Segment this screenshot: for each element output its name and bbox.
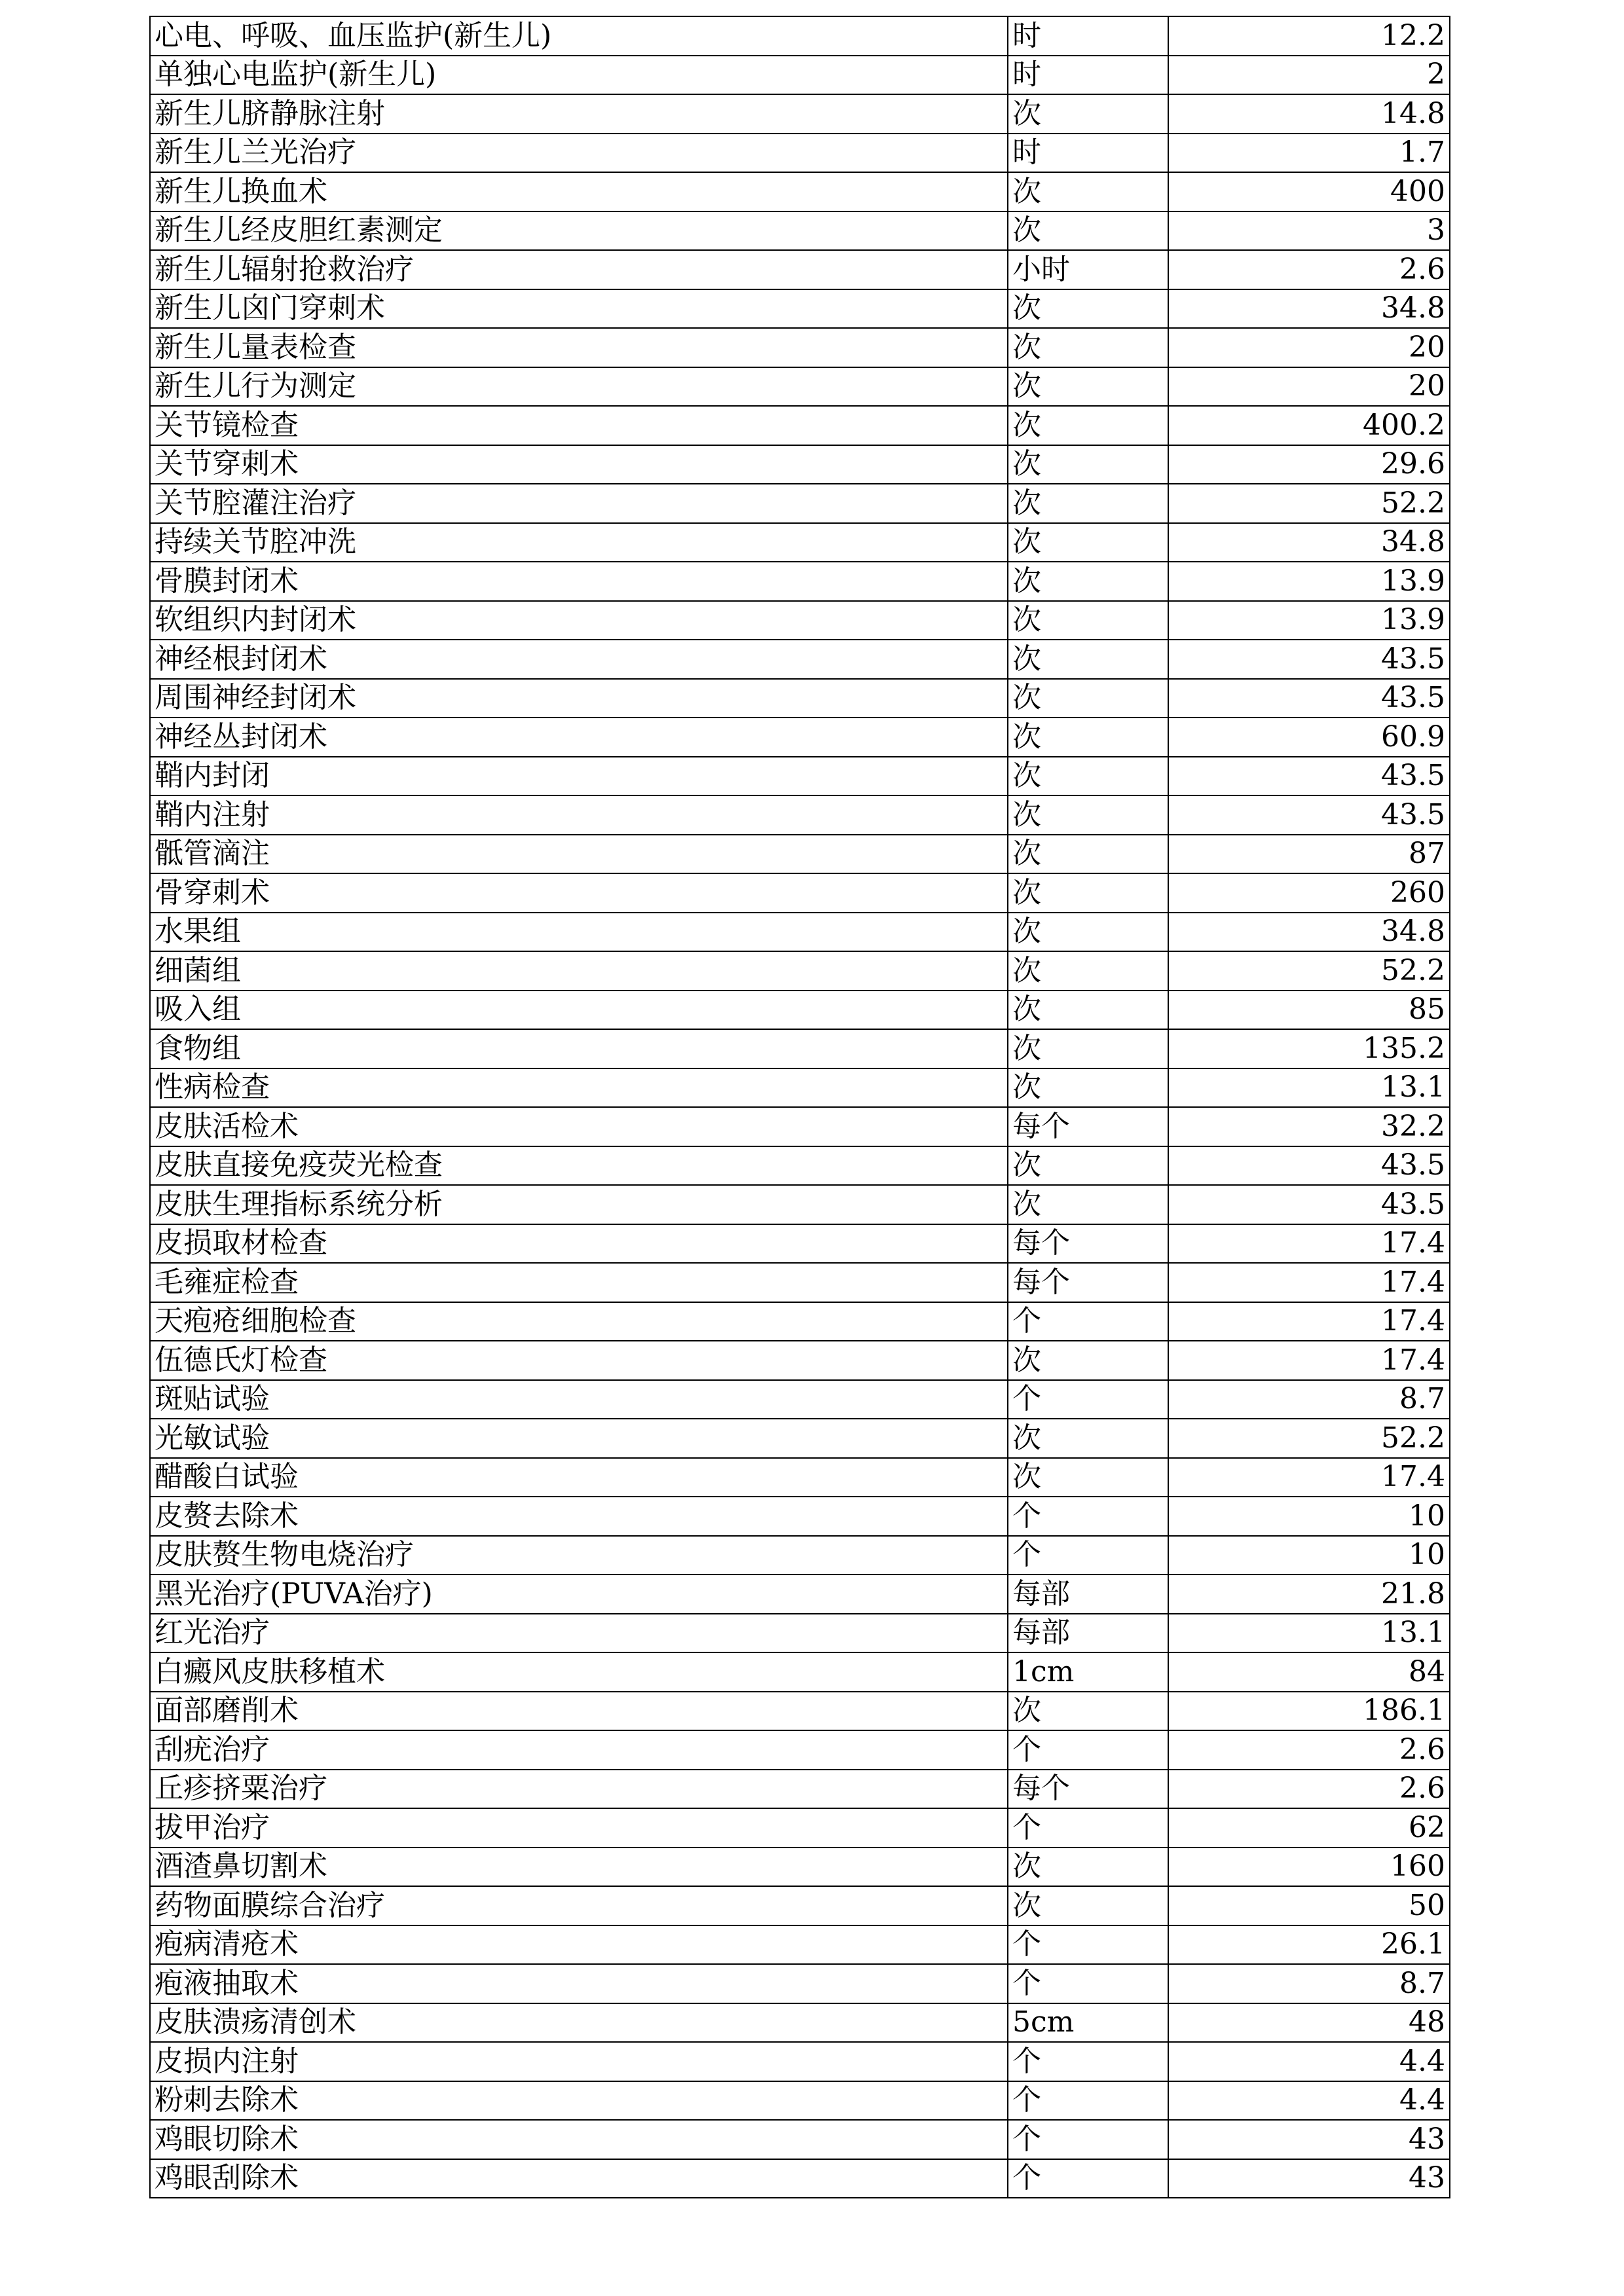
table-row xyxy=(150,1224,1450,1264)
price-cell: 2.6 xyxy=(1168,250,1450,289)
price-cell: 85 xyxy=(1168,991,1450,1030)
unit-cell: 次 xyxy=(1008,1341,1168,1380)
item-name-cell: 关节腔灌注治疗 xyxy=(150,484,1008,523)
table-row xyxy=(150,913,1450,952)
item-name-cell: 骶管滴注 xyxy=(150,835,1008,874)
price-cell: 13.1 xyxy=(1168,1614,1450,1653)
unit-cell: 次 xyxy=(1008,328,1168,367)
table-row xyxy=(150,2159,1450,2198)
unit-cell: 5cm xyxy=(1008,2003,1168,2043)
unit-cell: 次 xyxy=(1008,951,1168,991)
item-name-cell: 关节穿刺术 xyxy=(150,445,1008,484)
item-name-cell: 鞘内注射 xyxy=(150,795,1008,835)
price-table-body xyxy=(150,16,1450,2198)
price-cell: 13.9 xyxy=(1168,562,1450,601)
table-row xyxy=(150,406,1450,445)
item-name-cell: 白癜风皮肤移植术 xyxy=(150,1652,1008,1692)
unit-cell: 次 xyxy=(1008,1419,1168,1458)
price-cell: 50 xyxy=(1168,1886,1450,1925)
item-name-cell: 水果组 xyxy=(150,913,1008,952)
item-name-cell: 新生儿囟门穿刺术 xyxy=(150,289,1008,329)
item-name-cell: 皮赘去除术 xyxy=(150,1497,1008,1536)
price-cell: 62 xyxy=(1168,1808,1450,1848)
item-name-cell: 药物面膜综合治疗 xyxy=(150,1886,1008,1925)
price-cell: 4.4 xyxy=(1168,2081,1450,2121)
table-row xyxy=(150,523,1450,562)
table-row xyxy=(150,1730,1450,1770)
unit-cell: 时 xyxy=(1008,16,1168,56)
item-name-cell: 疱液抽取术 xyxy=(150,1964,1008,2003)
unit-cell: 每部 xyxy=(1008,1575,1168,1614)
item-name-cell: 皮肤直接免疫荧光检查 xyxy=(150,1146,1008,1186)
item-name-cell: 鸡眼切除术 xyxy=(150,2120,1008,2159)
table-row xyxy=(150,1458,1450,1497)
unit-cell: 次 xyxy=(1008,562,1168,601)
price-cell: 43.5 xyxy=(1168,1185,1450,1224)
item-name-cell: 疱病清疮术 xyxy=(150,1925,1008,1965)
table-row xyxy=(150,1302,1450,1341)
table-row xyxy=(150,1886,1450,1925)
price-cell: 135.2 xyxy=(1168,1029,1450,1068)
unit-cell: 次 xyxy=(1008,757,1168,796)
unit-cell: 次 xyxy=(1008,640,1168,679)
unit-cell: 次 xyxy=(1008,718,1168,757)
item-name-cell: 骨膜封闭术 xyxy=(150,562,1008,601)
unit-cell: 次 xyxy=(1008,211,1168,251)
unit-cell: 次 xyxy=(1008,94,1168,134)
item-name-cell: 斑贴试验 xyxy=(150,1380,1008,1419)
table-row xyxy=(150,679,1450,718)
table-row xyxy=(150,991,1450,1030)
item-name-cell: 新生儿兰光治疗 xyxy=(150,134,1008,173)
unit-cell: 小时 xyxy=(1008,250,1168,289)
price-cell: 43.5 xyxy=(1168,795,1450,835)
unit-cell: 次 xyxy=(1008,835,1168,874)
table-row xyxy=(150,1419,1450,1458)
price-cell: 32.2 xyxy=(1168,1107,1450,1146)
unit-cell: 个 xyxy=(1008,2159,1168,2198)
price-cell: 260 xyxy=(1168,873,1450,913)
item-name-cell: 持续关节腔冲洗 xyxy=(150,523,1008,562)
price-cell: 17.4 xyxy=(1168,1224,1450,1264)
unit-cell: 次 xyxy=(1008,1458,1168,1497)
table-row xyxy=(150,1614,1450,1653)
table-row xyxy=(150,1770,1450,1809)
price-cell: 2.6 xyxy=(1168,1770,1450,1809)
price-cell: 52.2 xyxy=(1168,484,1450,523)
table-row xyxy=(150,1536,1450,1575)
table-row xyxy=(150,835,1450,874)
unit-cell: 时 xyxy=(1008,134,1168,173)
price-cell: 2.6 xyxy=(1168,1730,1450,1770)
item-name-cell: 心电、呼吸、血压监护(新生儿) xyxy=(150,16,1008,56)
item-name-cell: 面部磨削术 xyxy=(150,1692,1008,1731)
unit-cell: 次 xyxy=(1008,1068,1168,1108)
table-row xyxy=(150,56,1450,95)
unit-cell: 个 xyxy=(1008,1964,1168,2003)
table-row xyxy=(150,1263,1450,1302)
item-name-cell: 单独心电监护(新生儿) xyxy=(150,56,1008,95)
table-row xyxy=(150,757,1450,796)
price-cell: 43.5 xyxy=(1168,1146,1450,1186)
unit-cell: 次 xyxy=(1008,406,1168,445)
price-cell: 84 xyxy=(1168,1652,1450,1692)
item-name-cell: 周围神经封闭术 xyxy=(150,679,1008,718)
table-row xyxy=(150,1146,1450,1186)
unit-cell: 次 xyxy=(1008,1029,1168,1068)
price-cell: 8.7 xyxy=(1168,1964,1450,2003)
item-name-cell: 吸入组 xyxy=(150,991,1008,1030)
price-cell: 34.8 xyxy=(1168,913,1450,952)
table-row xyxy=(150,1341,1450,1380)
table-row xyxy=(150,367,1450,407)
item-name-cell: 毛雍症检查 xyxy=(150,1263,1008,1302)
price-cell: 29.6 xyxy=(1168,445,1450,484)
unit-cell: 次 xyxy=(1008,601,1168,640)
unit-cell: 个 xyxy=(1008,1497,1168,1536)
unit-cell: 1cm xyxy=(1008,1652,1168,1692)
item-name-cell: 酒渣鼻切割术 xyxy=(150,1848,1008,1887)
table-row xyxy=(150,562,1450,601)
price-cell: 13.9 xyxy=(1168,601,1450,640)
price-cell: 17.4 xyxy=(1168,1458,1450,1497)
table-row xyxy=(150,1964,1450,2003)
price-cell: 87 xyxy=(1168,835,1450,874)
price-cell: 43.5 xyxy=(1168,640,1450,679)
price-cell: 12.2 xyxy=(1168,16,1450,56)
item-name-cell: 光敏试验 xyxy=(150,1419,1008,1458)
table-row xyxy=(150,1029,1450,1068)
unit-cell: 每个 xyxy=(1008,1263,1168,1302)
table-row xyxy=(150,484,1450,523)
item-name-cell: 拔甲治疗 xyxy=(150,1808,1008,1848)
price-cell: 43 xyxy=(1168,2120,1450,2159)
unit-cell: 次 xyxy=(1008,289,1168,329)
price-cell: 17.4 xyxy=(1168,1263,1450,1302)
table-row xyxy=(150,951,1450,991)
item-name-cell: 皮肤溃疡清创术 xyxy=(150,2003,1008,2043)
unit-cell: 次 xyxy=(1008,795,1168,835)
table-row xyxy=(150,873,1450,913)
price-cell: 21.8 xyxy=(1168,1575,1450,1614)
unit-cell: 次 xyxy=(1008,679,1168,718)
unit-cell: 次 xyxy=(1008,873,1168,913)
table-row xyxy=(150,328,1450,367)
item-name-cell: 黑光治疗(PUVA治疗) xyxy=(150,1575,1008,1614)
price-cell: 34.8 xyxy=(1168,523,1450,562)
unit-cell: 个 xyxy=(1008,2120,1168,2159)
table-row xyxy=(150,211,1450,251)
unit-cell: 次 xyxy=(1008,1886,1168,1925)
table-row xyxy=(150,289,1450,329)
item-name-cell: 红光治疗 xyxy=(150,1614,1008,1653)
item-name-cell: 皮肤生理指标系统分析 xyxy=(150,1185,1008,1224)
unit-cell: 个 xyxy=(1008,1302,1168,1341)
price-cell: 43.5 xyxy=(1168,757,1450,796)
unit-cell: 个 xyxy=(1008,1536,1168,1575)
price-cell: 400 xyxy=(1168,172,1450,211)
unit-cell: 次 xyxy=(1008,1692,1168,1731)
price-cell: 60.9 xyxy=(1168,718,1450,757)
price-cell: 3 xyxy=(1168,211,1450,251)
item-name-cell: 细菌组 xyxy=(150,951,1008,991)
table-row xyxy=(150,1068,1450,1108)
item-name-cell: 鞘内封闭 xyxy=(150,757,1008,796)
table-row xyxy=(150,1380,1450,1419)
table-row xyxy=(150,1497,1450,1536)
unit-cell: 次 xyxy=(1008,523,1168,562)
item-name-cell: 新生儿脐静脉注射 xyxy=(150,94,1008,134)
table-row xyxy=(150,134,1450,173)
price-cell: 186.1 xyxy=(1168,1692,1450,1731)
table-row xyxy=(150,640,1450,679)
price-cell: 52.2 xyxy=(1168,1419,1450,1458)
price-cell: 8.7 xyxy=(1168,1380,1450,1419)
table-row xyxy=(150,2042,1450,2081)
item-name-cell: 新生儿经皮胆红素测定 xyxy=(150,211,1008,251)
table-row xyxy=(150,1185,1450,1224)
price-cell: 400.2 xyxy=(1168,406,1450,445)
item-name-cell: 皮损内注射 xyxy=(150,2042,1008,2081)
table-row xyxy=(150,16,1450,56)
table-row xyxy=(150,1652,1450,1692)
item-name-cell: 醋酸白试验 xyxy=(150,1458,1008,1497)
item-name-cell: 神经根封闭术 xyxy=(150,640,1008,679)
price-cell: 13.1 xyxy=(1168,1068,1450,1108)
price-cell: 20 xyxy=(1168,367,1450,407)
item-name-cell: 粉刺去除术 xyxy=(150,2081,1008,2121)
table-row xyxy=(150,2003,1450,2043)
table-row xyxy=(150,445,1450,484)
item-name-cell: 神经丛封闭术 xyxy=(150,718,1008,757)
item-name-cell: 新生儿量表检查 xyxy=(150,328,1008,367)
item-name-cell: 食物组 xyxy=(150,1029,1008,1068)
item-name-cell: 伍德氏灯检查 xyxy=(150,1341,1008,1380)
unit-cell: 次 xyxy=(1008,172,1168,211)
item-name-cell: 新生儿换血术 xyxy=(150,172,1008,211)
table-row xyxy=(150,718,1450,757)
table-row xyxy=(150,94,1450,134)
unit-cell: 个 xyxy=(1008,1380,1168,1419)
table-row xyxy=(150,2081,1450,2121)
unit-cell: 时 xyxy=(1008,56,1168,95)
item-name-cell: 新生儿辐射抢救治疗 xyxy=(150,250,1008,289)
price-cell: 2 xyxy=(1168,56,1450,95)
item-name-cell: 皮损取材检查 xyxy=(150,1224,1008,1264)
item-name-cell: 关节镜检查 xyxy=(150,406,1008,445)
unit-cell: 次 xyxy=(1008,913,1168,952)
unit-cell: 个 xyxy=(1008,1808,1168,1848)
table-row xyxy=(150,601,1450,640)
item-name-cell: 刮疣治疗 xyxy=(150,1730,1008,1770)
price-cell: 1.7 xyxy=(1168,134,1450,173)
item-name-cell: 性病检查 xyxy=(150,1068,1008,1108)
table-row xyxy=(150,172,1450,211)
price-cell: 17.4 xyxy=(1168,1341,1450,1380)
table-row xyxy=(150,1692,1450,1731)
table-row xyxy=(150,1925,1450,1965)
unit-cell: 次 xyxy=(1008,1185,1168,1224)
item-name-cell: 软组织内封闭术 xyxy=(150,601,1008,640)
price-cell: 43.5 xyxy=(1168,679,1450,718)
price-cell: 160 xyxy=(1168,1848,1450,1887)
price-cell: 34.8 xyxy=(1168,289,1450,329)
price-cell: 10 xyxy=(1168,1497,1450,1536)
unit-cell: 每部 xyxy=(1008,1614,1168,1653)
table-row xyxy=(150,1575,1450,1614)
table-row xyxy=(150,1848,1450,1887)
price-cell: 48 xyxy=(1168,2003,1450,2043)
unit-cell: 每个 xyxy=(1008,1224,1168,1264)
unit-cell: 次 xyxy=(1008,367,1168,407)
price-cell: 10 xyxy=(1168,1536,1450,1575)
item-name-cell: 新生儿行为测定 xyxy=(150,367,1008,407)
table-row xyxy=(150,2120,1450,2159)
item-name-cell: 天疱疮细胞检查 xyxy=(150,1302,1008,1341)
price-cell: 52.2 xyxy=(1168,951,1450,991)
unit-cell: 个 xyxy=(1008,2042,1168,2081)
unit-cell: 次 xyxy=(1008,484,1168,523)
price-cell: 4.4 xyxy=(1168,2042,1450,2081)
item-name-cell: 皮肤赘生物电烧治疗 xyxy=(150,1536,1008,1575)
price-cell: 17.4 xyxy=(1168,1302,1450,1341)
item-name-cell: 骨穿刺术 xyxy=(150,873,1008,913)
price-cell: 20 xyxy=(1168,328,1450,367)
unit-cell: 次 xyxy=(1008,1848,1168,1887)
unit-cell: 次 xyxy=(1008,445,1168,484)
price-cell: 14.8 xyxy=(1168,94,1450,134)
item-name-cell: 鸡眼刮除术 xyxy=(150,2159,1008,2198)
item-name-cell: 皮肤活检术 xyxy=(150,1107,1008,1146)
table-row xyxy=(150,795,1450,835)
unit-cell: 每个 xyxy=(1008,1770,1168,1809)
price-cell: 26.1 xyxy=(1168,1925,1450,1965)
table-row xyxy=(150,250,1450,289)
unit-cell: 次 xyxy=(1008,1146,1168,1186)
table-row xyxy=(150,1107,1450,1146)
unit-cell: 每个 xyxy=(1008,1107,1168,1146)
price-cell: 43 xyxy=(1168,2159,1450,2198)
unit-cell: 个 xyxy=(1008,1730,1168,1770)
unit-cell: 个 xyxy=(1008,2081,1168,2121)
table-row xyxy=(150,1808,1450,1848)
unit-cell: 个 xyxy=(1008,1925,1168,1965)
item-name-cell: 丘疹挤粟治疗 xyxy=(150,1770,1008,1809)
unit-cell: 次 xyxy=(1008,991,1168,1030)
price-table xyxy=(149,16,1450,2198)
